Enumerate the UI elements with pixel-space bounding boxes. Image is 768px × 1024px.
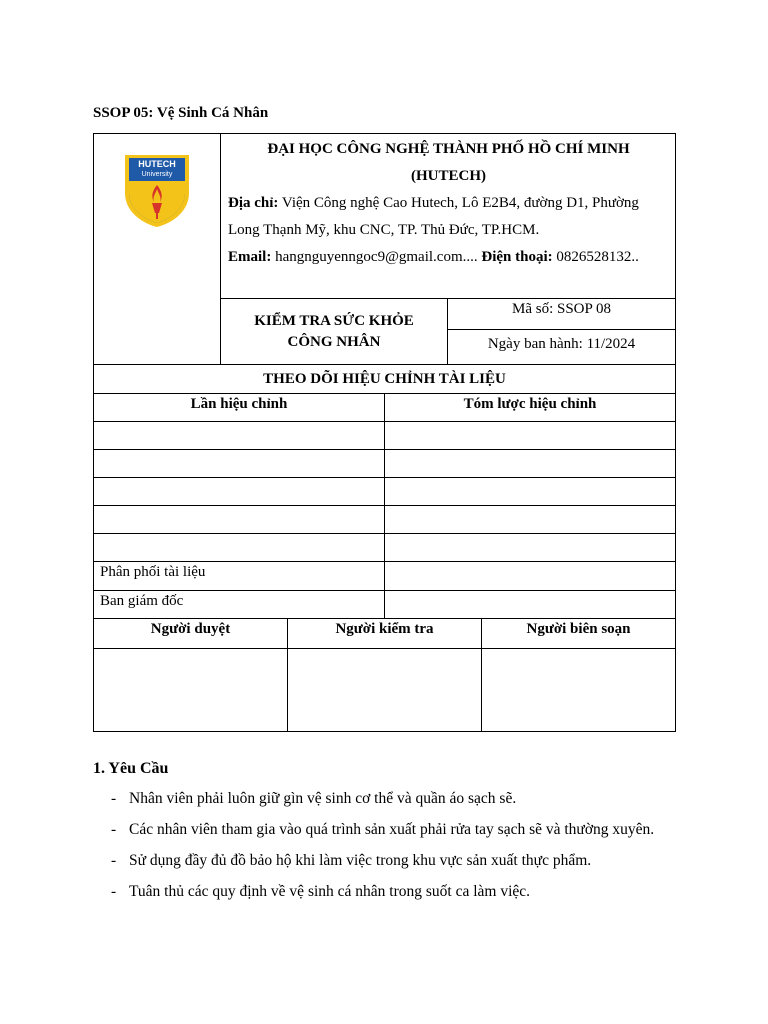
revision-cell	[385, 506, 676, 534]
logo-cell	[94, 134, 221, 365]
author-signature-box	[482, 649, 676, 732]
approver-signature-box	[94, 649, 288, 732]
signature-table	[93, 618, 676, 732]
university-abbreviation: (HUTECH)	[411, 168, 487, 184]
revision-col-header-summary: Tóm lược hiệu chỉnh	[385, 394, 676, 422]
document-code: Mã số: SSOP 08	[448, 299, 675, 330]
revision-cell	[94, 478, 385, 506]
approver-header: Người duyệt	[94, 619, 288, 649]
document-title: SSOP 05: Vệ Sinh Cá Nhân	[93, 105, 269, 121]
distribution-label: Phân phối tài liệu	[94, 562, 385, 591]
revision-cell	[385, 534, 676, 562]
form-title-cell	[221, 299, 448, 365]
form-title-line1: KIỂM TRA SỨC KHỎE	[254, 312, 414, 329]
address-label: Địa chỉ:	[228, 195, 279, 211]
list-item-text: Các nhân viên tham gia vào quá trình sản xuất phải rửa tay sạch sẽ và thường xuyên.	[129, 821, 655, 838]
document-header-table	[93, 133, 676, 619]
distribution-cell	[385, 562, 676, 591]
revision-cell	[94, 450, 385, 478]
hutech-logo	[121, 153, 193, 229]
list-item: - Nhân viên phải luôn giữ gìn vệ sinh cơ thể và quần áo sạch sẽ.	[111, 790, 517, 807]
form-title-line2: CÔNG NHÂN	[287, 333, 381, 350]
list-item: - Tuân thủ các quy định về vệ sinh cá nhân trong suốt ca làm việc.	[111, 883, 531, 900]
revision-cell	[94, 506, 385, 534]
logo-text-hutech: HUTECH	[138, 159, 176, 169]
email-value: hangnguyenngoc9@gmail.com....	[275, 249, 478, 265]
revision-cell	[385, 450, 676, 478]
logo-text-university: University	[141, 171, 173, 178]
address-value: Viện Công nghệ Cao Hutech, Lô E2B4, đường D1, Phường Long Thạnh Mỹ, khu CNC, TP. Thủ Đức, TP.HCM.	[228, 195, 639, 238]
requirements-heading: 1. Yêu Cầu	[93, 760, 169, 777]
board-label: Ban giám đốc	[94, 591, 385, 619]
board-cell	[385, 591, 676, 619]
revision-cell	[94, 534, 385, 562]
requirements-list	[93, 788, 693, 902]
phone-label: Điện thoại:	[481, 249, 553, 265]
phone-value: 0826528132..	[556, 249, 639, 265]
reviewer-signature-box	[288, 649, 482, 732]
reviewer-header: Người kiểm tra	[288, 619, 482, 649]
revision-cell	[94, 422, 385, 450]
issue-date: Ngày ban hành: 11/2024	[487, 336, 636, 352]
university-name: ĐẠI HỌC CÔNG NGHỆ THÀNH PHỐ HỒ CHÍ MINH	[267, 141, 630, 157]
address-line	[228, 190, 669, 244]
list-item-text: Sử dụng đầy đủ đồ bảo hộ khi làm việc trong khu vực sản xuất thực phẩm.	[129, 852, 592, 869]
contact-line	[228, 244, 669, 271]
revision-tracking-title: THEO DÕI HIỆU CHỈNH TÀI LIỆU	[94, 365, 676, 394]
list-item-text: Tuân thủ các quy định về vệ sinh cá nhân trong suốt ca làm việc.	[129, 883, 531, 900]
revision-cell	[385, 422, 676, 450]
revision-col-header-times: Lần hiệu chỉnh	[94, 394, 385, 422]
requirements-section	[93, 760, 693, 912]
list-item: - Các nhân viên tham gia vào quá trình sản xuất phải rửa tay sạch sẽ và thường xuyên.	[111, 821, 655, 838]
list-item: - Sử dụng đầy đủ đồ bảo hộ khi làm việc trong khu vực sản xuất thực phẩm.	[111, 852, 592, 869]
university-info-cell	[221, 134, 676, 299]
revision-cell	[385, 478, 676, 506]
list-item-text: Nhân viên phải luôn giữ gìn vệ sinh cơ thể và quần áo sạch sẽ.	[129, 790, 517, 807]
code-date-cell	[448, 299, 676, 365]
author-header: Người biên soạn	[482, 619, 676, 649]
email-label: Email:	[228, 249, 272, 265]
